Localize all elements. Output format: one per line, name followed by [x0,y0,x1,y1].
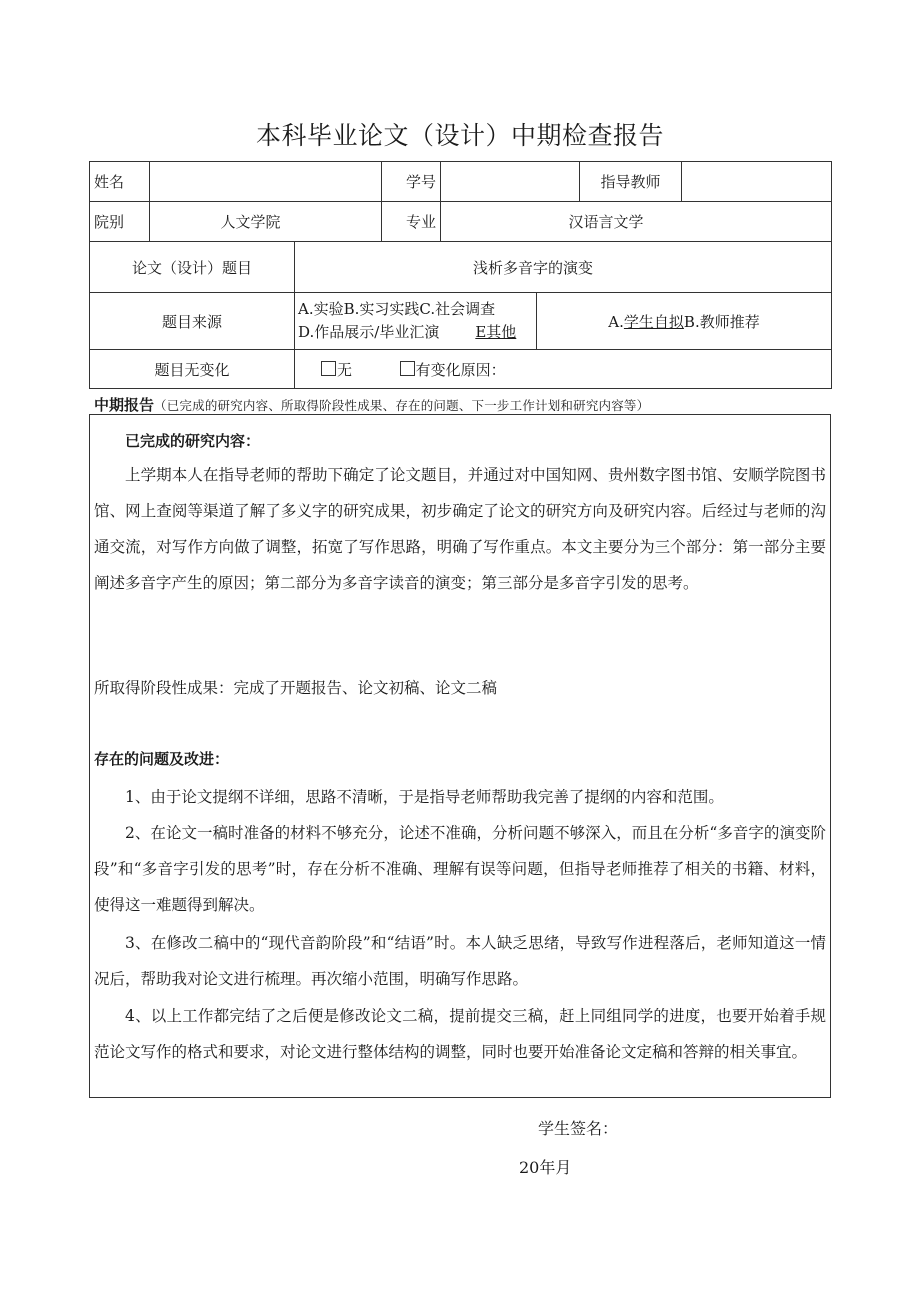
name-field[interactable] [150,162,382,202]
changed-checkbox[interactable] [400,361,415,376]
source-options-line1: A.实验B.实习实践C.社会调查 [298,300,496,318]
source-option-d: D.作品展示/毕业汇演 [298,323,440,341]
problem-item-1: 1、由于论文提纲不详细，思路不清晰，于是指导老师帮助我完善了提纲的内容和范围。 [125,788,724,806]
proposer-options [537,293,832,350]
info-table [89,161,832,389]
student-signature-label: 学生签名： [538,1119,619,1138]
source-options [295,293,537,350]
college-value: 人文学院 [150,202,382,242]
problem-item-3: 3、在修改二稿中的“现代音韵阶段”和“结语”时。本人缺乏思绪，导致写作进程落后，老师知道这一情况后，帮助我对论文进行梳理。再次缩小范围，明确写作思路。 [94,934,826,988]
source-label: 题目来源 [90,293,295,350]
changed-text: 有变化原因： [415,360,506,379]
student-id-field[interactable] [441,162,580,202]
proposer-a-text: 学生自拟 [623,312,684,331]
proposer-b: B.教师推荐 [683,312,760,331]
topic-label: 论文（设计）题目 [90,242,295,293]
advisor-label: 指导教师 [580,162,682,202]
problems-heading: 存在的问题及改进： [94,750,230,768]
report-box [89,414,831,1098]
signature-date: 20年月 [519,1158,572,1177]
topic-value: 浅析多音字的演变 [295,242,832,293]
change-label: 题目无变化 [90,350,295,389]
source-options-line2 [298,321,536,344]
completed-text: 上学期本人在指导老师的帮助下确定了论文题目，并通过对中国知网、贵州数字图书馆、安顺学院图书馆、网上查阅等渠道了解了多义字的研究成果，初步确定了论文的研究方向及研究内容。后经过与老师的沟通交流，对写作方向做了调整，拓宽了写作思路，明确了写作重点。本文主要分为三个部分：第一部分主要阐述多音字产生的原因；第二部分为多音字读音的演变；第三部分是多音字引发的思考。 [94,466,826,592]
page-title: 本科毕业论文（设计）中期检查报告 [255,121,664,150]
report-header [94,394,649,415]
achievements-text: 所取得阶段性成果：完成了开题报告、论文初稿、论文二稿 [94,679,498,697]
report-header-note: （已完成的研究内容、所取得阶段性成果、存在的问题、下一步工作计划和研究内容等） [154,398,650,413]
proposer-a: A. [608,312,624,331]
major-value: 汉语言文学 [441,202,832,242]
source-option-e: E其他 [475,323,517,341]
report-header-title: 中期报告 [94,396,155,414]
name-label: 姓名 [90,162,150,202]
no-change-checkbox[interactable] [321,361,336,376]
college-label: 院别 [90,202,150,242]
change-options [295,350,832,389]
problem-item-4: 4、以上工作都完结了之后便是修改论文二稿，提前提交三稿，赶上同组同学的进度，也要开始着手规范论文写作的格式和要求，对论文进行整体结构的调整，同时也要开始准备论文定稿和答辩的相关事宜。 [94,1007,826,1061]
problem-item-2: 2、在论文一稿时准备的材料不够充分，论述不准确，分析问题不够深入，而且在分析“多音字的演变阶段”和“多音字引发的思考”时，存在分析不准确、理解有误等问题，但指导老师推荐了相关的书籍、材料，使得这一难题得到解决。 [94,824,826,914]
student-id-label: 学号 [382,162,441,202]
no-change-text: 无 [337,360,353,379]
major-label: 专业 [382,202,441,242]
advisor-field[interactable] [682,162,832,202]
completed-heading: 已完成的研究内容： [125,432,261,450]
